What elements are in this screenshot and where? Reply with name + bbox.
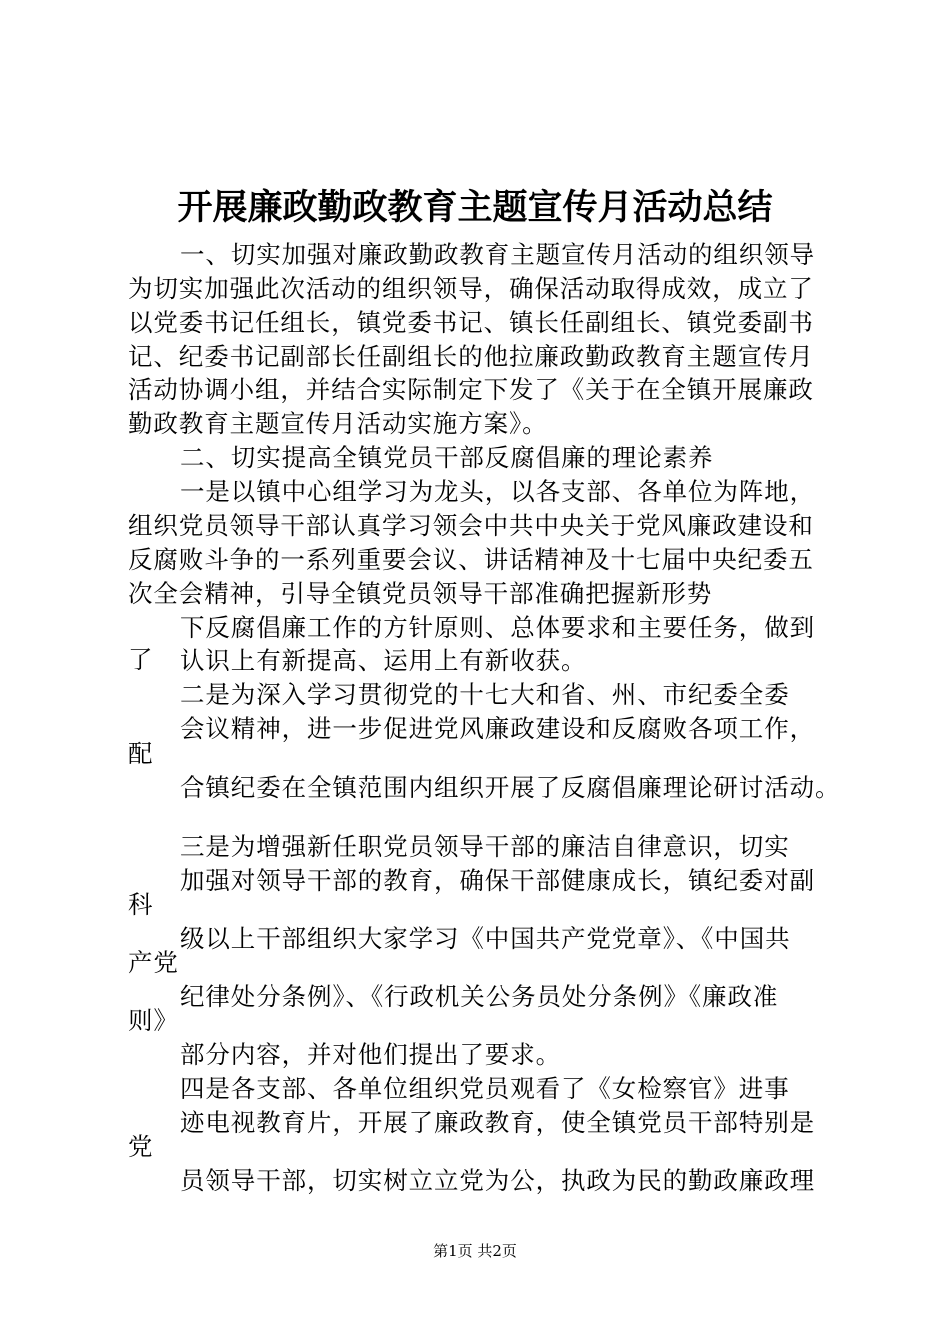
paragraph-line: 纪律处分条例》、《行政机关公务员处分条例》《廉政准	[180, 982, 779, 1011]
paragraph-line: 认识上有新提高、运用上有新收获。	[180, 646, 587, 675]
paragraph-line: 二是为深入学习贯彻党的十七大和省、州、市纪委全委	[180, 680, 790, 709]
paragraph-line: 员领导干部，切实树立立党为公，执政为民的勤政廉政理	[180, 1166, 815, 1195]
paragraph-line: 二、切实提高全镇党员干部反腐倡廉的理论素养	[180, 443, 714, 472]
paragraph-line: 为切实加强此次活动的组织领导，确保活动取得成效，成立了	[128, 274, 814, 303]
paragraph-line: 活动协调小组，并结合实际制定下发了《关于在全镇开展廉政	[128, 375, 814, 404]
paragraph-line: 配	[128, 739, 154, 768]
paragraph-line: 下反腐倡廉工作的方针原则、总体要求和主要任务，做到	[180, 613, 815, 642]
paragraph-line: 迹电视教育片，开展了廉政教育，使全镇党员干部特别是	[180, 1108, 815, 1137]
paragraph-line: 反腐败斗争的一系列重要会议、讲话精神及十七届中央纪委五	[128, 545, 814, 574]
paragraph-line: 会议精神，进一步促进党风廉政建设和反腐败各项工作，	[180, 714, 815, 743]
paragraph-line: 三是为增强新任职党员领导干部的廉洁自律意识，切实	[180, 832, 790, 861]
paragraph-line: 次全会精神，引导全镇党员领导干部准确把握新形势	[128, 579, 713, 608]
paragraph-line: 一是以镇中心组学习为龙头，以各支部、各单位为阵地，	[180, 477, 815, 506]
paragraph-line: 四是各支部、各单位组织党员观看了《女检察官》进事	[180, 1074, 790, 1103]
document-title: 开展廉政勤政教育主题宣传月活动总结	[177, 187, 773, 228]
paragraph-line: 则》	[128, 1006, 179, 1035]
paragraph-line: 加强对领导干部的教育，确保干部健康成长，镇纪委对副	[180, 866, 815, 895]
page-number: 第1页 共2页	[433, 1242, 517, 1260]
paragraph-line: 合镇纪委在全镇范围内组织开展了反腐倡廉理论研讨活动。	[180, 773, 841, 802]
paragraph-line: 了	[128, 645, 154, 674]
paragraph-line: 一、切实加强对廉政勤政教育主题宣传月活动的组织领导	[180, 240, 815, 269]
paragraph-line: 以党委书记任组长，镇党委书记、镇长任副组长、镇党委副书	[128, 308, 814, 337]
paragraph-line: 勤政教育主题宣传月活动实施方案》。	[128, 409, 548, 438]
paragraph-line: 记、纪委书记副部长任副组长的他拉廉政勤政教育主题宣传月	[128, 342, 814, 371]
paragraph-line: 科	[128, 890, 154, 919]
paragraph-line: 党	[128, 1132, 154, 1161]
paragraph-line: 产党	[128, 948, 179, 977]
paragraph-line: 组织党员领导干部认真学习领会中共中央关于党风廉政建设和	[128, 511, 814, 540]
paragraph-line: 级以上干部组织大家学习《中国共产党党章》、《中国共	[180, 924, 791, 953]
paragraph-line: 部分内容，并对他们提出了要求。	[180, 1040, 561, 1069]
